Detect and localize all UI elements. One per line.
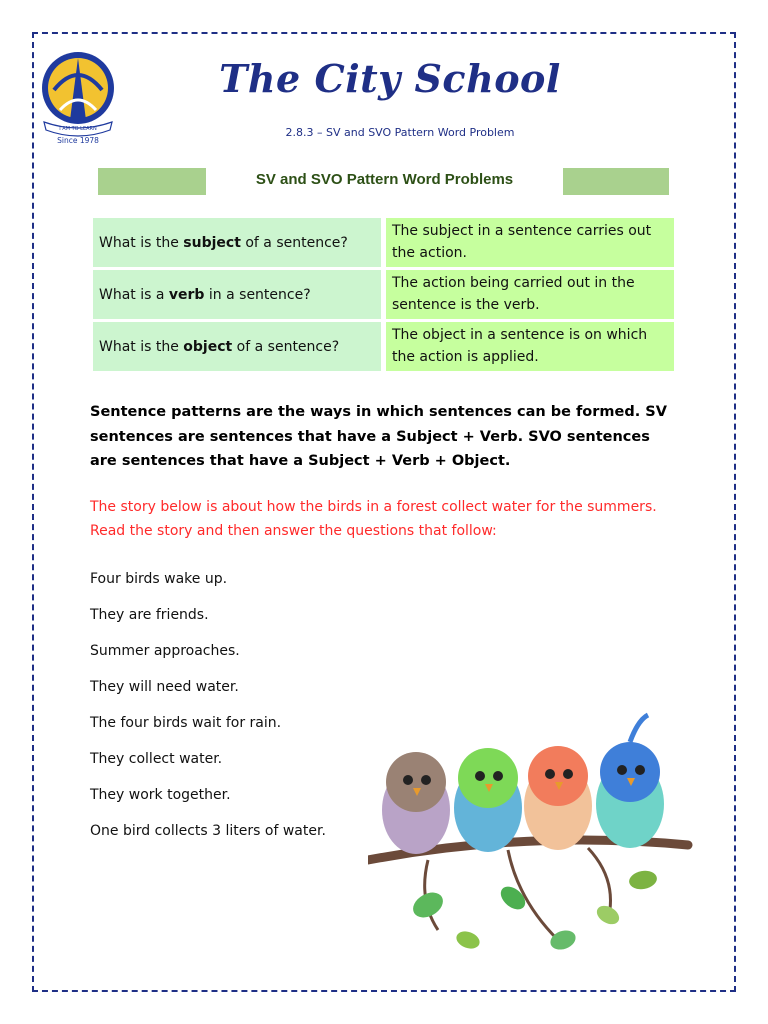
story-line: They will need water. <box>90 679 239 695</box>
document-subtitle: 2.8.3 – SV and SVO Pattern Word Problem <box>285 126 515 139</box>
story-list <box>90 568 390 856</box>
question-keyword: verb <box>168 286 205 303</box>
story-line: One bird collects 3 liters of water. <box>90 823 326 839</box>
instructions-paragraph: The story below is about how the birds in a forest collect water for the summers. Read the story and then answer the questions that follow: <box>90 499 657 539</box>
definition-row <box>93 322 675 371</box>
heading-bar-left <box>98 168 206 195</box>
question-text: of a sentence? <box>232 338 340 355</box>
story-line: They collect water. <box>90 751 223 767</box>
definition-question <box>93 218 381 267</box>
school-logo <box>40 50 116 146</box>
definition-answer: The object in a sentence is on which the action is applied. <box>386 322 674 371</box>
question-text: What is the <box>99 338 184 355</box>
definition-answer: The action being carried out in the sentence is the verb. <box>386 270 674 319</box>
definition-question <box>93 322 381 371</box>
question-keyword: object <box>183 338 233 355</box>
story-line: The four birds wait for rain. <box>90 715 282 731</box>
story-line: Four birds wake up. <box>90 571 228 587</box>
definition-question <box>93 270 381 319</box>
definitions-table <box>93 218 675 374</box>
story-line: Summer approaches. <box>90 643 240 659</box>
story-line: They are friends. <box>90 607 209 623</box>
definition-row <box>93 218 675 267</box>
question-text: What is a <box>99 286 169 303</box>
intro-paragraph: Sentence patterns are the ways in which sentences can be formed. SV sentences are sentences that have a Subject + Verb. SVO sentences are sentences that have a Subject + Verb + Object. <box>90 404 667 469</box>
logo-since: Since 1978 <box>57 136 99 145</box>
logo-motto: I AM TO LEARN <box>59 126 97 132</box>
heading-bar-right <box>563 168 669 195</box>
question-text: in a sentence? <box>204 286 311 303</box>
question-text: of a sentence? <box>240 234 348 251</box>
birds-on-branch-illustration <box>368 710 698 960</box>
question-text: What is the <box>99 234 184 251</box>
section-heading: SV and SVO Pattern Word Problems <box>255 171 514 188</box>
school-name: The City School <box>219 56 561 101</box>
definition-answer: The subject in a sentence carries out the action. <box>386 218 674 267</box>
question-keyword: subject <box>183 234 241 251</box>
story-line: They work together. <box>90 787 231 803</box>
definition-row <box>93 270 675 319</box>
